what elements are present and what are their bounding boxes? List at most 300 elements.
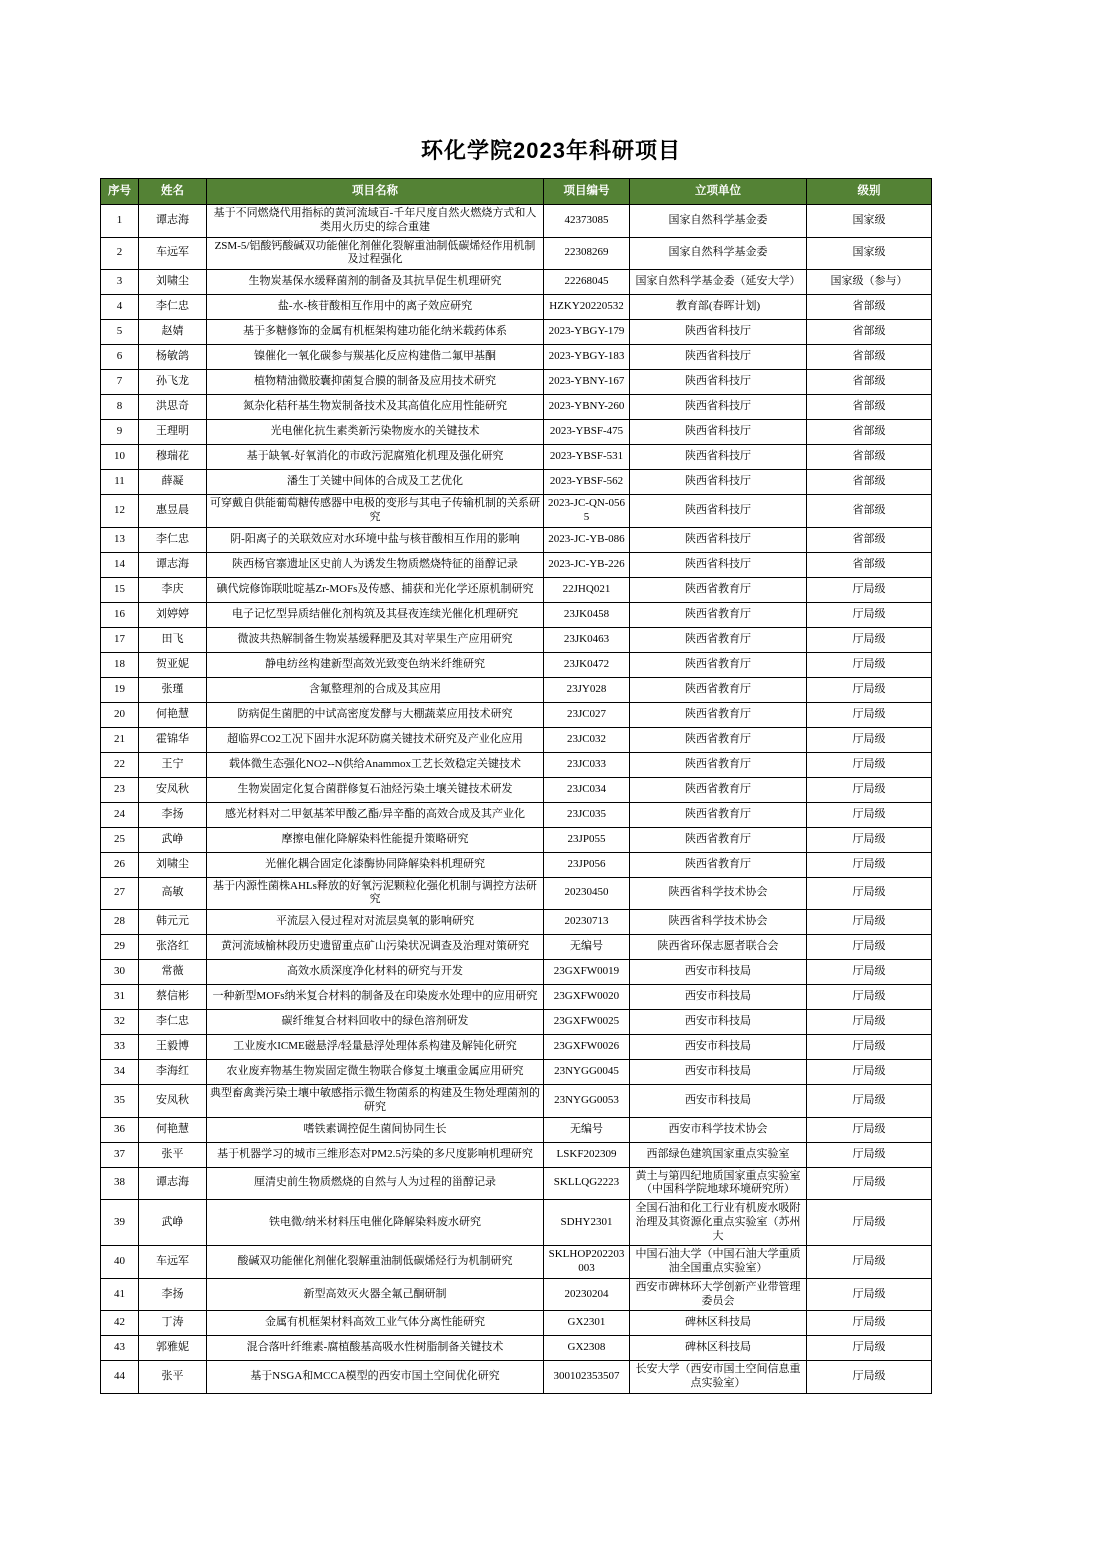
cell-level: 省部级 [807,552,932,577]
cell-seq: 42 [101,1311,139,1336]
table-row [101,420,932,445]
cell-level: 厅局级 [807,702,932,727]
table-row [101,627,932,652]
cell-name: 郭雅妮 [139,1336,207,1361]
cell-name: 李扬 [139,1278,207,1311]
cell-unit: 陕西省科技厅 [630,395,807,420]
table-row [101,470,932,495]
cell-number: 42373085 [544,205,630,238]
cell-name: 李海红 [139,1060,207,1085]
cell-level: 省部级 [807,395,932,420]
cell-number: 23JC027 [544,702,630,727]
cell-unit: 陕西省科技厅 [630,445,807,470]
cell-level: 国家级 [807,237,932,270]
cell-seq: 18 [101,652,139,677]
cell-level: 厅局级 [807,1246,932,1279]
header-row [101,179,932,205]
cell-project: 黄河流域榆林段历史遗留重点矿山污染状况调查及治理对策研究 [207,935,544,960]
table-row [101,752,932,777]
cell-seq: 34 [101,1060,139,1085]
table-row [101,1278,932,1311]
cell-seq: 22 [101,752,139,777]
column-header-project: 项目名称 [207,179,544,205]
cell-number: 23GXFW0019 [544,960,630,985]
cell-project: 生物炭固定化复合菌群修复石油烃污染土壤关键技术研发 [207,777,544,802]
cell-name: 谭志海 [139,205,207,238]
column-header-name: 姓名 [139,179,207,205]
table-row [101,910,932,935]
cell-project: 可穿戴自供能葡萄糖传感器中电极的变形与其电子传输机制的关系研究 [207,495,544,528]
cell-seq: 11 [101,470,139,495]
cell-project: 典型畜禽粪污染土壤中敏感指示微生物菌系的构建及生物处理菌剂的研究 [207,1085,544,1118]
cell-seq: 41 [101,1278,139,1311]
cell-number: 23GXFW0025 [544,1010,630,1035]
cell-project: 基于不同燃烧代用指标的黄河流域百-千年尺度自然火燃烧方式和人类用火历史的综合重建 [207,205,544,238]
table-row [101,1117,932,1142]
cell-unit: 陕西省教育厅 [630,627,807,652]
table-row [101,935,932,960]
cell-level: 厅局级 [807,1311,932,1336]
cell-seq: 32 [101,1010,139,1035]
cell-number: 20230713 [544,910,630,935]
cell-seq: 31 [101,985,139,1010]
cell-level: 厅局级 [807,1010,932,1035]
cell-unit: 西安市科技局 [630,1085,807,1118]
cell-unit: 国家自然科学基金委 [630,237,807,270]
cell-unit: 国家自然科学基金委（延安大学） [630,270,807,295]
cell-number: 300102353507 [544,1361,630,1394]
cell-seq: 44 [101,1361,139,1394]
cell-project: 基于缺氧-好氧消化的市政污泥腐殖化机理及强化研究 [207,445,544,470]
cell-name: 安凤秋 [139,1085,207,1118]
cell-project: 新型高效灭火器全氟己酮研制 [207,1278,544,1311]
cell-level: 省部级 [807,527,932,552]
cell-number: GX2308 [544,1336,630,1361]
cell-seq: 9 [101,420,139,445]
cell-seq: 12 [101,495,139,528]
cell-name: 杨敏鸽 [139,345,207,370]
table-row [101,985,932,1010]
cell-level: 厅局级 [807,577,932,602]
table-row [101,677,932,702]
cell-name: 李庆 [139,577,207,602]
cell-level: 国家级（参与） [807,270,932,295]
cell-level: 厅局级 [807,727,932,752]
table-row [101,1142,932,1167]
table-row [101,345,932,370]
cell-name: 赵婧 [139,320,207,345]
cell-seq: 5 [101,320,139,345]
cell-unit: 中国石油大学（中国石油大学重质油全国重点实验室） [630,1246,807,1279]
cell-project: 厘清史前生物质燃烧的自然与人为过程的甾醇记录 [207,1167,544,1200]
cell-name: 车远军 [139,237,207,270]
cell-project: 含氟整理剂的合成及其应用 [207,677,544,702]
cell-number: 22308269 [544,237,630,270]
cell-level: 省部级 [807,370,932,395]
cell-level: 厅局级 [807,1361,932,1394]
table-row [101,1246,932,1279]
cell-name: 蔡信彬 [139,985,207,1010]
cell-project: 工业废水ICME磁悬浮/轻量悬浮处理体系构建及解钝化研究 [207,1035,544,1060]
cell-name: 惠昱晨 [139,495,207,528]
cell-unit: 西安市科技局 [630,1060,807,1085]
column-header-number: 项目编号 [544,179,630,205]
cell-seq: 20 [101,702,139,727]
cell-number: 23JY028 [544,677,630,702]
cell-level: 厅局级 [807,1336,932,1361]
cell-name: 车远军 [139,1246,207,1279]
cell-level: 厅局级 [807,827,932,852]
cell-project: 碘代烷修饰联吡啶基Zr-MOFs及传感、捕获和光化学还原机制研究 [207,577,544,602]
cell-name: 武峥 [139,827,207,852]
cell-unit: 陕西省教育厅 [630,677,807,702]
table-row [101,1336,932,1361]
cell-project: 铁电微/纳米材料压电催化降解染料废水研究 [207,1200,544,1246]
cell-name: 张平 [139,1361,207,1394]
cell-level: 厅局级 [807,777,932,802]
cell-project: ZSM-5/铝酸钙酸碱双功能催化剂催化裂解重油制低碳烯烃作用机制及过程强化 [207,237,544,270]
cell-number: 23NYGG0053 [544,1085,630,1118]
cell-level: 厅局级 [807,935,932,960]
cell-name: 洪思奇 [139,395,207,420]
cell-name: 田飞 [139,627,207,652]
cell-name: 李仁忠 [139,1010,207,1035]
cell-name: 李仁忠 [139,527,207,552]
table-row [101,1060,932,1085]
cell-unit: 陕西省科学技术协会 [630,877,807,910]
cell-unit: 陕西省教育厅 [630,827,807,852]
table-row [101,445,932,470]
cell-number: 23GXFW0026 [544,1035,630,1060]
cell-unit: 长安大学（西安市国土空间信息重点实验室） [630,1361,807,1394]
table-row [101,237,932,270]
cell-level: 厅局级 [807,1200,932,1246]
cell-number: GX2301 [544,1311,630,1336]
table-row [101,495,932,528]
table-row [101,1361,932,1394]
cell-unit: 陕西省教育厅 [630,777,807,802]
table-row [101,1010,932,1035]
cell-project: 静电纺丝构建新型高效光致变色纳米纤维研究 [207,652,544,677]
table-row [101,552,932,577]
cell-seq: 24 [101,802,139,827]
cell-seq: 14 [101,552,139,577]
cell-seq: 21 [101,727,139,752]
cell-unit: 陕西省科技厅 [630,320,807,345]
cell-number: 23JK0463 [544,627,630,652]
cell-level: 厅局级 [807,602,932,627]
cell-name: 王理明 [139,420,207,445]
cell-number: 2023-YBNY-167 [544,370,630,395]
table-row [101,270,932,295]
cell-number: 22JHQ021 [544,577,630,602]
cell-project: 嗜铁素调控促生菌间协同生长 [207,1117,544,1142]
cell-number: HZKY20220532 [544,295,630,320]
cell-unit: 陕西省科技厅 [630,527,807,552]
cell-project: 阴-阳离子的关联效应对水环境中盐与核苷酸相互作用的影响 [207,527,544,552]
table-row [101,395,932,420]
cell-project: 基于机器学习的城市三维形态对PM2.5污染的多尺度影响机理研究 [207,1142,544,1167]
cell-seq: 15 [101,577,139,602]
table-row [101,1085,932,1118]
cell-level: 厅局级 [807,752,932,777]
cell-name: 霍锦华 [139,727,207,752]
cell-number: 2023-YBGY-183 [544,345,630,370]
cell-number: SKLLQG2223 [544,1167,630,1200]
cell-project: 生物炭基保水缓释菌剂的制备及其抗旱促生机理研究 [207,270,544,295]
table-row [101,295,932,320]
cell-project: 光电催化抗生素类新污染物废水的关键技术 [207,420,544,445]
cell-project: 高效水质深度净化材料的研究与开发 [207,960,544,985]
cell-unit: 陕西省科技厅 [630,420,807,445]
cell-unit: 陕西省科技厅 [630,495,807,528]
cell-project: 基于NSGA和MCCA模型的西安市国土空间优化研究 [207,1361,544,1394]
cell-number: 23JC032 [544,727,630,752]
table-row [101,602,932,627]
cell-number: 23JC034 [544,777,630,802]
cell-seq: 36 [101,1117,139,1142]
cell-name: 张平 [139,1142,207,1167]
cell-seq: 10 [101,445,139,470]
cell-level: 省部级 [807,445,932,470]
cell-name: 薛凝 [139,470,207,495]
cell-number: 2023-YBSF-562 [544,470,630,495]
cell-unit: 陕西省教育厅 [630,577,807,602]
cell-number: 2023-YBNY-260 [544,395,630,420]
cell-level: 厅局级 [807,960,932,985]
cell-unit: 黄土与第四纪地质国家重点实验室（中国科学院地球环境研究所） [630,1167,807,1200]
cell-name: 李扬 [139,802,207,827]
cell-project: 载体微生态强化NO2--N供给Anammox工艺长效稳定关键技术 [207,752,544,777]
cell-unit: 陕西省科技厅 [630,552,807,577]
cell-unit: 碑林区科技局 [630,1336,807,1361]
cell-project: 陕西杨官寨遗址区史前人为诱发生物质燃烧特征的甾醇记录 [207,552,544,577]
cell-seq: 16 [101,602,139,627]
cell-name: 高敏 [139,877,207,910]
table-row [101,320,932,345]
cell-number: 22268045 [544,270,630,295]
cell-name: 张洛红 [139,935,207,960]
cell-number: 23JK0472 [544,652,630,677]
table-row [101,960,932,985]
cell-project: 碳纤维复合材料回收中的绿色溶剂研发 [207,1010,544,1035]
cell-seq: 38 [101,1167,139,1200]
cell-level: 省部级 [807,470,932,495]
cell-seq: 23 [101,777,139,802]
cell-level: 省部级 [807,420,932,445]
table-row [101,827,932,852]
cell-level: 国家级 [807,205,932,238]
cell-unit: 西安市科学技术协会 [630,1117,807,1142]
table-row [101,877,932,910]
cell-level: 厅局级 [807,627,932,652]
cell-number: 无编号 [544,1117,630,1142]
table-row [101,1311,932,1336]
cell-seq: 3 [101,270,139,295]
cell-seq: 33 [101,1035,139,1060]
cell-name: 丁涛 [139,1311,207,1336]
table-row [101,727,932,752]
cell-name: 贺亚妮 [139,652,207,677]
cell-name: 武峥 [139,1200,207,1246]
cell-seq: 7 [101,370,139,395]
cell-number: 2023-YBGY-179 [544,320,630,345]
cell-project: 酸碱双功能催化剂催化裂解重油制低碳烯烃行为机制研究 [207,1246,544,1279]
cell-number: 23JC033 [544,752,630,777]
cell-name: 刘啸尘 [139,852,207,877]
cell-project: 金属有机框架材料高效工业气体分离性能研究 [207,1311,544,1336]
cell-seq: 4 [101,295,139,320]
cell-level: 厅局级 [807,1117,932,1142]
cell-number: 20230204 [544,1278,630,1311]
cell-unit: 陕西省教育厅 [630,802,807,827]
cell-project: 基于多糖修饰的金属有机框架构建功能化纳米载药体系 [207,320,544,345]
cell-project: 平流层入侵过程对对流层臭氧的影响研究 [207,910,544,935]
cell-project: 摩擦电催化降解染料性能提升策略研究 [207,827,544,852]
cell-unit: 陕西省教育厅 [630,752,807,777]
cell-unit: 西安市碑林环大学创新产业带管理委员会 [630,1278,807,1311]
cell-unit: 陕西省教育厅 [630,602,807,627]
cell-name: 何艳慧 [139,1117,207,1142]
cell-unit: 陕西省科技厅 [630,370,807,395]
cell-project: 混合落叶纤维素-腐植酸基高吸水性树脂制备关键技术 [207,1336,544,1361]
cell-number: 2023-JC-YB-086 [544,527,630,552]
cell-project: 光催化耦合固定化漆酶协同降解染料机理研究 [207,852,544,877]
table-row [101,802,932,827]
cell-number: 2023-YBSF-475 [544,420,630,445]
table-row [101,370,932,395]
cell-seq: 30 [101,960,139,985]
cell-seq: 13 [101,527,139,552]
table-row [101,702,932,727]
cell-seq: 29 [101,935,139,960]
cell-seq: 2 [101,237,139,270]
cell-number: 23JK0458 [544,602,630,627]
table-row [101,1200,932,1246]
page-title: 环化学院2023年科研项目 [421,138,681,163]
cell-project: 农业废弃物基生物炭固定微生物联合修复土壤重金属应用研究 [207,1060,544,1085]
cell-level: 厅局级 [807,1060,932,1085]
table-row [101,205,932,238]
cell-unit: 碑林区科技局 [630,1311,807,1336]
cell-number: 23JC035 [544,802,630,827]
cell-unit: 陕西省环保志愿者联合会 [630,935,807,960]
cell-number: SKLHOP202203003 [544,1246,630,1279]
cell-level: 厅局级 [807,1278,932,1311]
cell-name: 穆瑞花 [139,445,207,470]
cell-seq: 28 [101,910,139,935]
cell-name: 韩元元 [139,910,207,935]
cell-level: 省部级 [807,345,932,370]
cell-level: 省部级 [807,295,932,320]
cell-unit: 陕西省教育厅 [630,727,807,752]
cell-unit: 西部绿色建筑国家重点实验室 [630,1142,807,1167]
cell-unit: 陕西省教育厅 [630,852,807,877]
cell-number: LSKF202309 [544,1142,630,1167]
cell-number: 无编号 [544,935,630,960]
table-row [101,1035,932,1060]
table-row [101,852,932,877]
cell-project: 氮杂化秸秆基生物炭制备技术及其高值化应用性能研究 [207,395,544,420]
cell-name: 何艳慧 [139,702,207,727]
table-row [101,577,932,602]
cell-number: 2023-JC-YB-226 [544,552,630,577]
cell-project: 感光材料对二甲氨基苯甲酸乙酯/异辛酯的高效合成及其产业化 [207,802,544,827]
cell-name: 王毅博 [139,1035,207,1060]
cell-seq: 17 [101,627,139,652]
cell-level: 省部级 [807,320,932,345]
cell-unit: 陕西省教育厅 [630,702,807,727]
cell-name: 孙飞龙 [139,370,207,395]
table-row [101,527,932,552]
cell-seq: 1 [101,205,139,238]
column-header-seq: 序号 [101,179,139,205]
cell-level: 厅局级 [807,852,932,877]
cell-level: 厅局级 [807,985,932,1010]
cell-unit: 全国石油和化工行业有机废水吸附治理及其资源化重点实验室（苏州大 [630,1200,807,1246]
cell-number: 20230450 [544,877,630,910]
cell-name: 安凤秋 [139,777,207,802]
cell-name: 李仁忠 [139,295,207,320]
cell-unit: 西安市科技局 [630,960,807,985]
table-row [101,652,932,677]
cell-seq: 19 [101,677,139,702]
cell-unit: 陕西省科技厅 [630,470,807,495]
cell-name: 常薇 [139,960,207,985]
cell-unit: 陕西省教育厅 [630,652,807,677]
cell-number: 23NYGG0045 [544,1060,630,1085]
cell-unit: 西安市科技局 [630,985,807,1010]
cell-name: 王宁 [139,752,207,777]
cell-project: 盐-水-核苷酸相互作用中的离子效应研究 [207,295,544,320]
cell-number: 23JP055 [544,827,630,852]
cell-number: 2023-YBSF-531 [544,445,630,470]
cell-number: 23GXFW0020 [544,985,630,1010]
cell-seq: 37 [101,1142,139,1167]
cell-seq: 25 [101,827,139,852]
cell-seq: 27 [101,877,139,910]
cell-level: 厅局级 [807,877,932,910]
cell-project: 一种新型MOFs纳米复合材料的制备及在印染废水处理中的应用研究 [207,985,544,1010]
cell-project: 电子记忆型异质结催化剂构筑及其昼夜连续光催化机理研究 [207,602,544,627]
cell-project: 镍催化一氧化碳参与羰基化反应构建偕二氟甲基酮 [207,345,544,370]
cell-level: 厅局级 [807,1167,932,1200]
cell-unit: 陕西省科学技术协会 [630,910,807,935]
cell-project: 防病促生菌肥的中试高密度发酵与大棚蔬菜应用技术研究 [207,702,544,727]
cell-seq: 26 [101,852,139,877]
cell-project: 植物精油微胶囊抑菌复合膜的制备及应用技术研究 [207,370,544,395]
cell-level: 厅局级 [807,652,932,677]
cell-project: 超临界CO2工况下固井水泥环防腐关键技术研究及产业化应用 [207,727,544,752]
cell-level: 厅局级 [807,1142,932,1167]
cell-name: 刘婷婷 [139,602,207,627]
cell-unit: 西安市科技局 [630,1010,807,1035]
cell-number: 23JP056 [544,852,630,877]
cell-level: 厅局级 [807,910,932,935]
table-row [101,1167,932,1200]
cell-name: 谭志海 [139,1167,207,1200]
cell-project: 潘生丁关键中间体的合成及工艺优化 [207,470,544,495]
cell-seq: 35 [101,1085,139,1118]
cell-level: 省部级 [807,495,932,528]
cell-name: 刘啸尘 [139,270,207,295]
cell-seq: 39 [101,1200,139,1246]
cell-seq: 43 [101,1336,139,1361]
cell-level: 厅局级 [807,1085,932,1118]
cell-unit: 国家自然科学基金委 [630,205,807,238]
research-projects-table [100,178,932,1394]
cell-number: SDHY2301 [544,1200,630,1246]
